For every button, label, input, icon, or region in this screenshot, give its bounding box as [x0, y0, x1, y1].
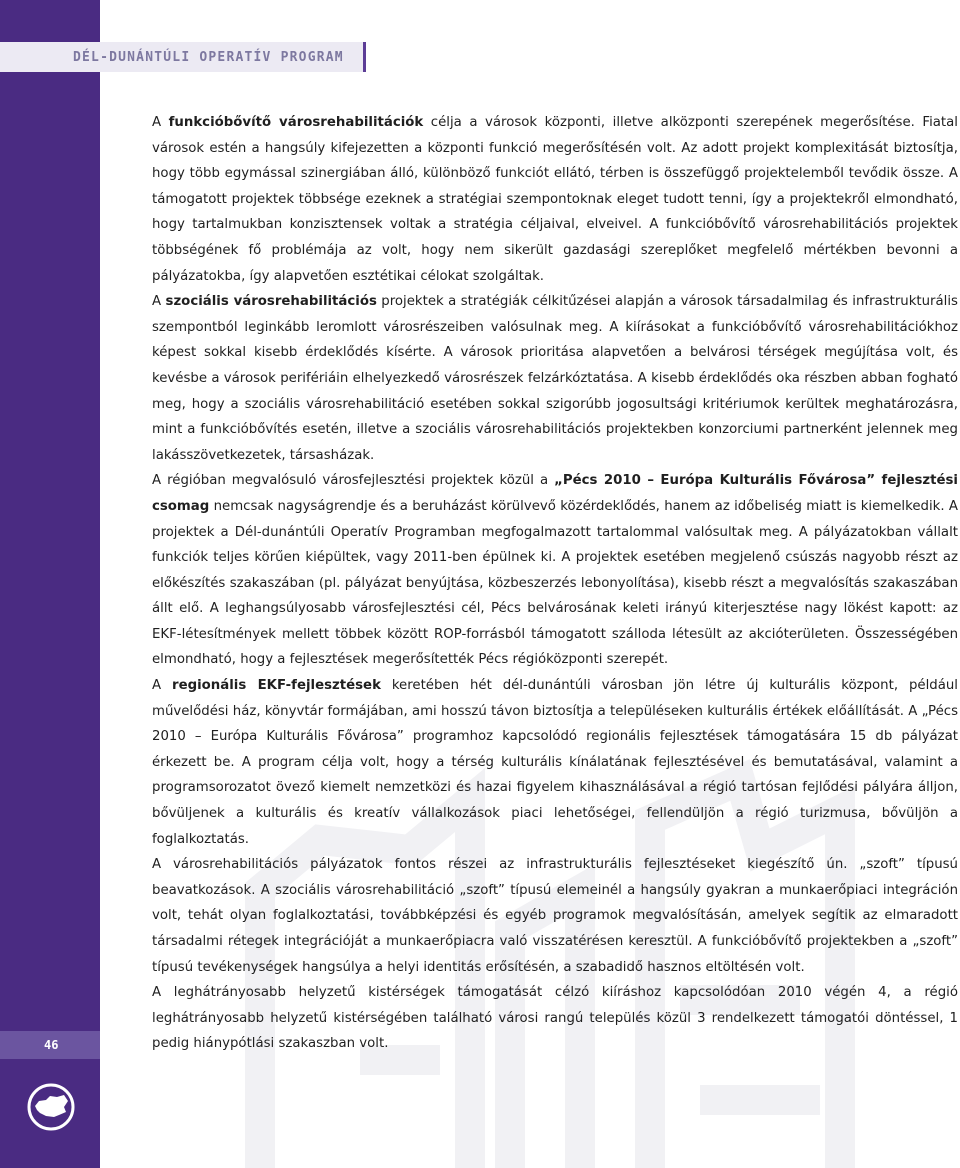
bold-term: funkcióbővítő városrehabilitációk	[168, 115, 424, 130]
paragraph-lhh: A leghátrányosabb helyzetű kistérségek támogatását célzó kiíráshoz kapcsolódóan 2010 végén 4, a régió leghátrányosabb helyzetű kistérségében található városi rangú település közül 3 rendelkezett támogatói döntéssel, 1 pedig hiánypótlási szakaszban volt.	[152, 985, 958, 1052]
hungary-map-logo-icon	[26, 1082, 76, 1132]
paragraph-regionalis-ekf: A regionális EKF-fejlesztések keretében hét dél-dunántúli városban jön létre új kulturális központ, például művelődési ház, könyvtár formájában, ami hosszú távon biztosítja a településeken kulturális értékek előállítását. A „Pécs 2010 – Európa Kulturális Fővárosa” programhoz kapcsolódó regionális fejlesztések támogatására 15 db pályázat érkezett be. A program célja volt, hogy a térség kulturális kínálatának fejlesztésével és bemutatásával, valamint a programsorozatot övező kiemelt nemzetközi és hazai figyelem kihasználásával a régió tartósan fejlődési pályára álljon, bővüljenek a kulturális és kreatív vállalkozások piaci lehetőségei, fellendüljön a régió turizmusa, bővüljön a foglalkoztatás.	[152, 678, 958, 847]
paragraph-pecs-2010: A régióban megvalósuló városfejlesztési projektek közül a „Pécs 2010 – Európa Kulturális Fővárosa” fejlesztési csomag nemcsak nagyságrendje és a beruházást körülvevő közérdeklődés, hanem az időbeliség miatt is kiemelkedik. A projektek a Dél-dunántúli Operatív Programban megfogalmazott tartalommal valósultak meg. A pályázatokban vállalt funkciók teljes körűen kiépültek, vagy 2011-ben épülnek ki. A projektek esetében megjelenő csúszás nagyobb részt az előkészítés szakaszában (pl. pályázat benyújtása, közbeszerzés lebonyolítása), kisebb részt a megvalósítás szakaszában állt elő. A leghangsúlyosabb városfejlesztési cél, Pécs belvárosának keleti irányú kiterjesztése nagy lökést kapott: az EKF-létesítmények mellett többek között ROP-forrásból támogatott szálloda létesült az akcióterületen. Összességében elmondható, hogy a fejlesztések megerősítették Pécs régióközponti szerepét.	[152, 473, 958, 668]
body-text	[152, 110, 958, 1057]
running-header-title: DÉL-DUNÁNTÚLI OPERATÍV PROGRAM	[73, 50, 344, 65]
paragraph-szocialis: A szociális városrehabilitációs projektek a stratégiák célkitűzései alapján a városok társadalmilag és infrastrukturális szempontból leginkább leromlott városrészeiben valósulnak meg. A kiírásokat a funkcióbővítő városrehabilitációkhoz képest sokkal kisebb érdeklődés kísérte. A városok prioritása alapvetően a belvárosi térségek megújítása volt, és kevésbe a városok perifériáin elhelyezkedő városrészek felzárkóztatása. A kisebb érdeklődés oka részben abban fogható meg, hogy a szociális városrehabilitáció esetében sokkal szigorúbb jogosultsági kritériumok kerültek meghatározásra, mint a funkcióbővítés esetén, illetve a szociális városrehabilitációs projektekben konzorciumi partnerként jelennek meg lakásszövetkezetek, társasházak.	[152, 294, 958, 463]
paragraph-szoft: A városrehabilitációs pályázatok fontos részei az infrastrukturális fejlesztéseket kiegészítő ún. „szoft” típusú beavatkozások. A szociális városrehabilitáció „szoft” típusú elemeinél a hangsúly gyakran a munkaerőpiaci integráción volt, tehát olyan foglalkoztatási, továbbképzési és egyéb programok megvalósításán, amelyek segítik az elmaradott társadalmi rétegek integrációját a munkaerőpiacra való visszatérésen keresztül. A funkcióbővítő projektekben a „szoft” típusú tevékenységek hangsúlya a helyi identitás erősítésén, a szabadidő hasznos eltöltésén volt.	[152, 857, 958, 975]
bold-term: „Pécs 2010 – Európa Kulturális Fővárosa” fejlesztési csomag	[152, 473, 958, 514]
bold-term: szociális városrehabilitációs	[165, 294, 377, 310]
sidebar-band	[0, 0, 100, 1168]
bold-term: regionális EKF-fejlesztések	[172, 678, 381, 694]
page-number: 46	[0, 1031, 100, 1059]
paragraph-funkciobovito: A funkcióbővítő városrehabilitációk célja a városok központi, illetve alközponti szerepének megerősítése. Fiatal városok estén a hangsúly kifejezetten a központi funkció megerősítésén volt. Az adott projekt komplexitását biztosítja, hogy több egymással szinergiában álló, különböző funkciót ellátó, térben is összefüggő projektelemből tevődik össze. A támogatott projektek többsége ezeknek a stratégiai szempontoknak eleget tudott tenni, így a projektekről elmondható, hogy tartalmukban konzisztensek voltak a stratégia céljaival, elveivel. A funkcióbővítő városrehabilitációs projektek többségének fő problémája az volt, hogy nem sikerült gazdasági szereplőket megfelelő mértékben bevonni a pályázatokba, így alapvetően esztétikai célokat szolgáltak.	[152, 115, 958, 284]
